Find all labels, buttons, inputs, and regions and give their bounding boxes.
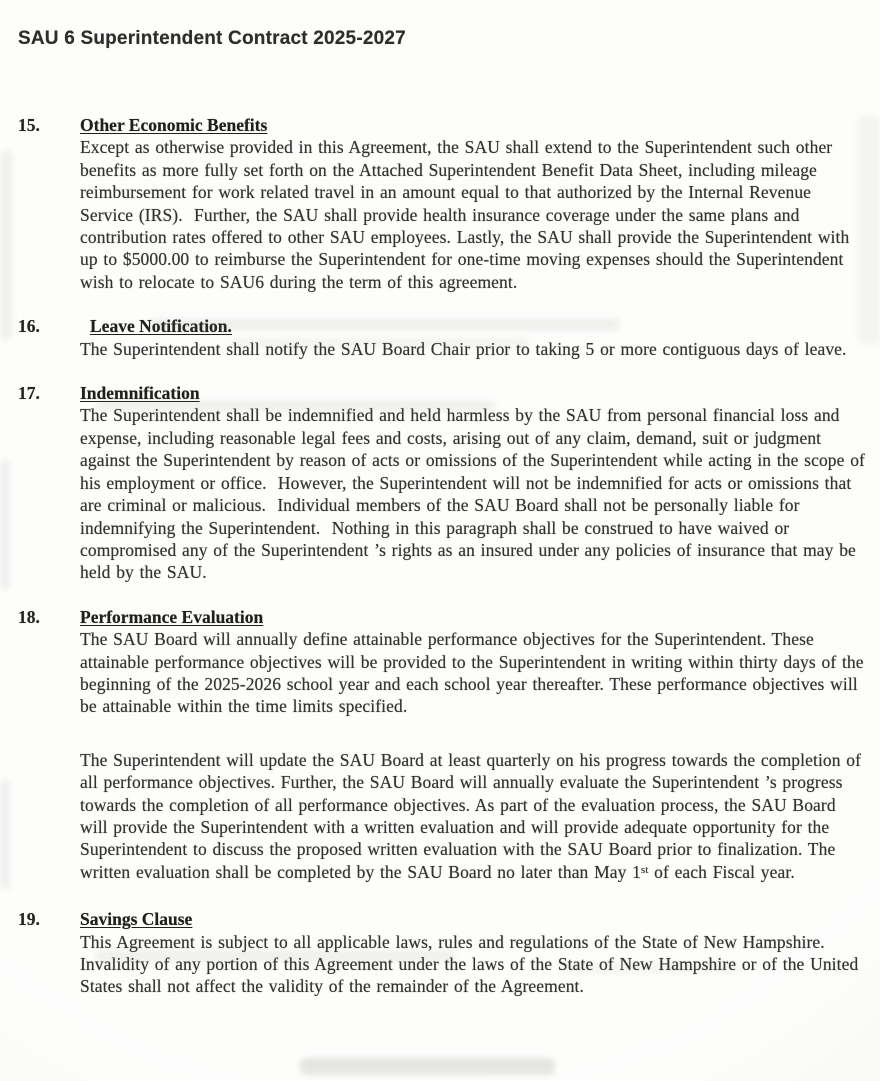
scan-artifact xyxy=(0,460,10,590)
section-heading: Performance Evaluation xyxy=(80,606,264,627)
contract-section xyxy=(18,382,871,584)
paragraph-text: The SAU Board will annually define attainable performance objectives for the Superintendent. These attainable performance objectives will be provided to the Superintendent in writing within thirty days of the beginning of the 2025-2026 school year and each school year thereafter. These performance objectives will be attainable within the time limits specified. xyxy=(80,629,870,717)
paragraph-text: The Superintendent will update the SAU Board at least quarterly on his progress towards the completion of all performance objectives. Further, the SAU Board will annually evaluate the Superintendent ’s progress towards the completion of all performance objectives. As part of the evaluation process, the SAU Board will provide the Superintendent with a written evaluation and will provide adequate opportunity for the Superintendent to discuss the proposed written evaluation with the SAU Board prior to finalization. The written evaluation shall be completed by the SAU Board no later than May 1 xyxy=(80,749,867,882)
section-content xyxy=(80,908,865,998)
section-content xyxy=(80,315,865,360)
paragraph-text: of each Fiscal year. xyxy=(648,861,795,882)
paragraph-superscript: st xyxy=(641,864,649,877)
section-paragraph xyxy=(80,404,871,583)
section-paragraph xyxy=(80,338,865,360)
section-paragraph xyxy=(80,749,865,886)
section-heading: Leave Notification. xyxy=(90,316,232,337)
section-content xyxy=(80,382,871,584)
paragraph-text: This Agreement is subject to all applicable laws, rules and regulations of the State of New Hampshire. Invalidity of any portion of this Agreement under the laws of the State of New Hampshire or of the United States shall not affect the validity of the remainder of the Agreement. xyxy=(80,931,865,997)
section-heading: Other Economic Benefits xyxy=(80,115,268,135)
contract-section xyxy=(18,315,865,360)
paragraph-text: The Superintendent shall notify the SAU Board Chair prior to taking 5 or more contiguous days of leave. xyxy=(80,338,847,359)
sections-container xyxy=(18,114,871,998)
contract-section xyxy=(18,114,865,293)
section-paragraph xyxy=(80,931,865,998)
section-number: 16. xyxy=(18,316,40,337)
section-content xyxy=(80,114,865,293)
section-paragraph xyxy=(80,136,865,293)
scan-artifact xyxy=(300,1058,555,1075)
section-number: 19. xyxy=(18,909,40,930)
contract-section xyxy=(18,908,865,998)
section-heading: Indemnification xyxy=(80,383,200,404)
section-number: 17. xyxy=(18,383,40,404)
paragraph-text: The Superintendent shall be indemnified and held harmless by the SAU from personal financial loss and expense, including reasonable legal fees and costs, arising out of any claim, demand, suit or judgment against the Superintendent by reason of acts or omissions of the Superintendent while acting in the scope of his employment or office. However, the Superintendent will not be indemnified for acts or omissions that are criminal or malicious. Individual members of the SAU Board shall not be personally liable for indemnifying the Superintendent. Nothing in this paragraph shall be construed to have waived or compromised any of the Superintendent ’s rights as an insured under any policies of insurance that may be held by the SAU. xyxy=(80,405,871,583)
contract-section xyxy=(18,606,870,886)
section-number: 15. xyxy=(18,115,40,135)
scan-artifact xyxy=(0,780,10,890)
section-content xyxy=(80,606,870,886)
scan-artifact xyxy=(0,150,12,340)
section-paragraph xyxy=(80,628,870,718)
page-header-title: SAU 6 Superintendent Contract 2025-2027 xyxy=(18,28,406,49)
section-heading: Savings Clause xyxy=(80,909,193,930)
paragraph-text: Except as otherwise provided in this Agreement, the SAU shall extend to the Superintendent such other benefits as more fully set forth on the Attached Superintendent Benefit Data Sheet, including mileage reimbursement for work related travel in an amount equal to that authorized by the Internal Revenue Service (IRS). Further, the SAU shall provide health insurance coverage under the same plans and contribution rates offered to other SAU employees. Lastly, the SAU shall provide the Superintendent with up to $5000.00 to reimburse the Superintendent for one-time moving expenses should the Superintendent wish to relocate to SAU6 during the term of this agreement. xyxy=(80,137,856,292)
section-number: 18. xyxy=(18,606,40,627)
